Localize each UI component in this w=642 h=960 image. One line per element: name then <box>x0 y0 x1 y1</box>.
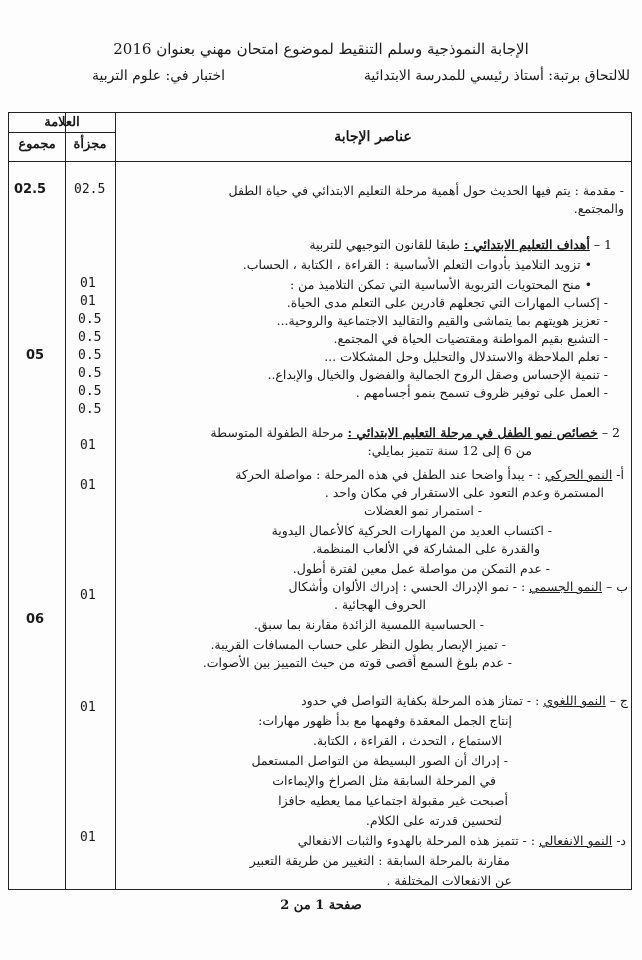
growth-c-label: النمو اللغوي <box>543 693 606 708</box>
section-title: أهداف التعليم الابتدائي : <box>464 237 590 252</box>
intro-line: والمجتمع. <box>573 201 624 216</box>
item-marker: ج – <box>605 693 628 708</box>
growth-c-line: إنتاج الجمل المعقدة وفهمها مع بدأ ظهور مهارات: <box>258 713 512 728</box>
growth-a-line: - استمرار نمو العضلات <box>363 503 482 518</box>
list-item: - تعلم الملاحظة والاستدلال والتحليل وحل المشكلات ... <box>324 349 608 364</box>
answer-header: عناصر الإجابة <box>334 129 412 145</box>
mark-s1-1: 01 <box>80 276 96 291</box>
mark-s1-5: 0.5 <box>78 348 102 363</box>
section-title: خصائص نمو الطفل في مرحلة التعليم الابتدائي : <box>347 425 598 440</box>
growth-c-line <box>301 692 628 709</box>
growth-b-line: الحروف الهجائية . <box>333 597 426 612</box>
growth-d-label: النمو الانفعالي <box>539 833 613 848</box>
growth-b-text: : - نمو الإدراك الحسي : إدراك الألوان وأشكال <box>288 579 530 594</box>
item-marker: أ- <box>612 467 624 482</box>
mark-header: العلامة <box>44 115 80 130</box>
section-2-line: من 6 إلى 12 سنة تتميز بمايلي: <box>367 443 532 458</box>
mark-s2-c: 01 <box>80 700 96 715</box>
growth-c-line: لتحسين قدرته على الكلام. <box>365 813 502 828</box>
section-subtitle: طبقا للقانون التوجيهي للتربية <box>309 237 465 252</box>
list-item: - التشبع بقيم المواطنة ومقتضيات الحياة في المجتمع. <box>333 331 608 346</box>
growth-d-line: مقارنة بالمرحلة السابقة : التغيير من طريقة التعبير <box>249 853 510 868</box>
section-number: 2 – <box>597 425 620 440</box>
mark-intro-total: 02.5 <box>14 182 47 197</box>
mark-s2-a: 01 <box>80 478 96 493</box>
mark-s1-6: 0.5 <box>78 366 102 381</box>
mark-s2-b: 01 <box>80 588 96 603</box>
mark-s1-2: 01 <box>80 294 96 309</box>
section-1-heading <box>309 236 612 253</box>
section-subtitle: مرحلة الطفولة المتوسطة <box>210 425 348 440</box>
mark-intro-partial: 02.5 <box>74 182 106 197</box>
section-number: 1 – <box>589 237 612 252</box>
growth-d-line <box>298 832 626 849</box>
growth-a-text: : - يبدأ واضحا عند الطفل في هذه المرحلة : مواصلة الحركة <box>235 467 545 482</box>
section-2-heading <box>210 424 620 441</box>
list-item: - إكساب المهارات التي تجعلهم قادرين على التعلم مدى الحياة. <box>286 295 608 310</box>
mark-s2-total: 06 <box>26 612 45 627</box>
bullet-item: • منح المحتويات التربوية الأساسية التي تمكن التلاميذ من : <box>290 277 592 292</box>
mark-s2-d: 01 <box>80 830 96 845</box>
mark-s1-3: 0.5 <box>78 312 102 327</box>
answer-content <box>116 180 632 890</box>
mark-s1-total: 05 <box>26 348 45 363</box>
mark-s1-7: 0.5 <box>78 384 102 399</box>
position-line: للالتحاق برتبة: أستاذ رئيسي للمدرسة الابتدائية <box>363 68 630 84</box>
growth-a-line <box>235 466 624 483</box>
growth-b-line: - تميز الإبصار بطول النظر على حساب المسافات القريبة. <box>210 637 506 652</box>
growth-c-line: أصبحت غير مقبولة اجتماعيا مما يعطيه حافزا <box>278 793 508 808</box>
growth-c-line: - إدراك أن الصور البسيطة من التواصل المستعمل <box>251 753 508 768</box>
mark-s1-8: 0.5 <box>78 402 102 417</box>
list-item: - تعزيز هويتهم بما يتماشى والقيم والتقاليد الاجتماعية والروحية... <box>276 313 608 328</box>
growth-c-line: الاستماع ، التحدث ، القراءة ، الكتابة. <box>312 733 502 748</box>
item-marker: د- <box>612 833 626 848</box>
list-item: - تنمية الإحساس وصقل الروح الجمالية والفضول والخيال والإبداع.. <box>267 367 608 382</box>
list-item: - العمل على توفير ظروف تسمح بنمو أجسامهم . <box>355 385 608 400</box>
page-number: صفحة 1 من 2 <box>280 898 362 913</box>
growth-c-text: : - تمتاز هذه المرحلة بكفاية التواصل في حدود <box>301 693 544 708</box>
mark-s2-intro: 01 <box>80 438 96 453</box>
item-marker: ب – <box>602 579 628 594</box>
growth-a-line: والقدرة على المشاركة في الألعاب المنظمة. <box>312 541 540 556</box>
growth-a-label: النمو الحركي <box>545 467 613 482</box>
bullet-item: • تزويد التلاميذ بأدوات التعلم الأساسية : القراءة ، الكتابة ، الحساب. <box>242 257 592 272</box>
document-title: الإجابة النموذجية وسلم التنقيط لموضوع امتحان مهني بعنوان 2016 <box>113 40 529 58</box>
growth-d-text: : - تتميز هذه المرحلة بالهدوء والثبات الانفعالي <box>297 833 540 848</box>
growth-a-line: - عدم التمكن من مواصلة عمل معين لفترة أطول. <box>292 561 550 576</box>
growth-b-label: النمو الجسمي <box>529 579 603 594</box>
intro-line: - مقدمة : يتم فيها الحديث حول أهمية مرحلة التعليم الابتدائي في حياة الطفل <box>228 183 624 198</box>
partial-header: مجزأة <box>73 137 107 152</box>
growth-d-line: عن الانفعالات المختلفة . <box>386 873 512 888</box>
col-divider-total <box>65 113 66 889</box>
growth-a-line: - اكتساب العديد من المهارات الحركية كالأعمال اليدوية <box>271 523 552 538</box>
growth-b-line <box>289 578 628 595</box>
mark-subheader-divider <box>9 132 115 133</box>
growth-c-line: في المرحلة السابقة مثل الصراخ والإيماءات <box>272 773 496 788</box>
header-row-divider <box>9 161 631 162</box>
growth-a-line: المستمرة وعدم التعود على الاستقرار في مكان واحد . <box>324 485 604 500</box>
total-header: مجموع <box>18 137 56 152</box>
exam-subject: اختبار في: علوم التربية <box>92 68 226 84</box>
mark-s1-4: 0.5 <box>78 330 102 345</box>
growth-b-line: - عدم بلوغ السمع أقصى قوته من حيث التمييز بين الأصوات. <box>202 655 512 670</box>
growth-b-line: - الحساسية اللمسية الزائدة مقارنة بما سبق. <box>253 617 484 632</box>
